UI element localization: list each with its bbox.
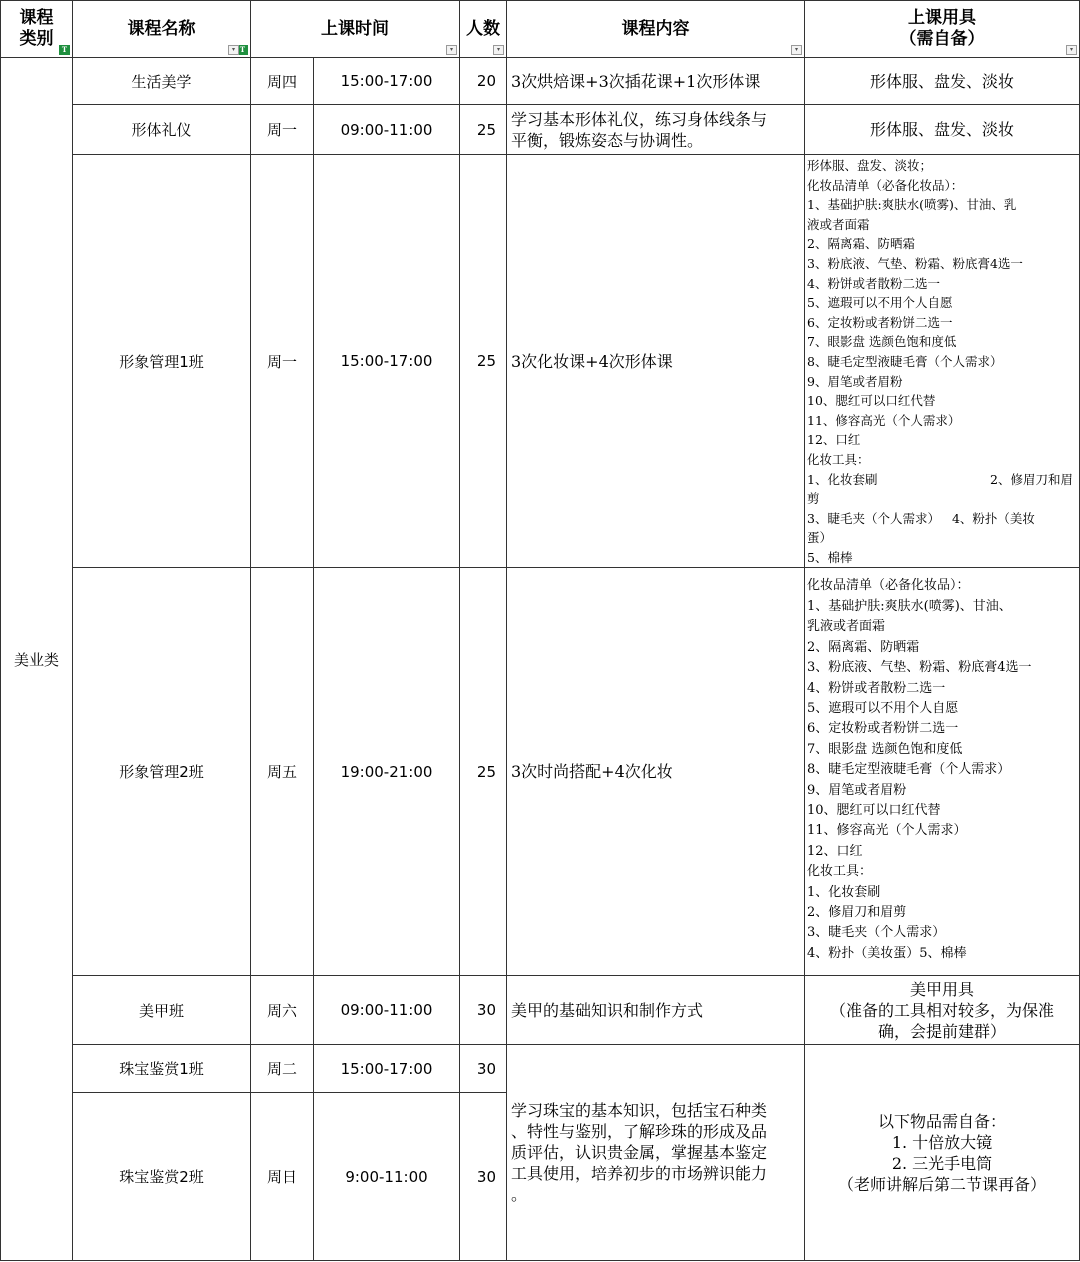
content-line: 。	[511, 1185, 528, 1205]
count-cell[interactable]: 30	[460, 1093, 507, 1261]
supplies-line: 4、粉饼或者散粉二选一	[807, 275, 940, 291]
content-line: 平衡，锻炼姿态与协调性。	[511, 130, 704, 150]
header-category[interactable]	[1, 1, 73, 58]
supplies-line: 形体服、盘发、淡妆；	[807, 158, 933, 173]
weekday-cell[interactable]: 周五	[251, 568, 314, 976]
supplies-line: 化妆工具：	[807, 451, 870, 467]
table-row	[1, 155, 1080, 568]
supplies-line: 5、遮瑕可以不用个人自愿	[807, 295, 953, 311]
table-row	[1, 58, 1080, 105]
table-row	[1, 976, 1080, 1045]
supplies-line: 6、定妆粉或者粉饼二选一	[807, 314, 953, 330]
header-supplies-line2: （需自备）	[899, 29, 985, 49]
header-category-line2: 类别	[19, 29, 54, 49]
header-name-label: 课程名称	[127, 18, 196, 39]
course-name-cell[interactable]: 形象管理2班	[73, 568, 251, 976]
table-row	[1, 1045, 1080, 1093]
filter-dropdown-icon[interactable]: ▾	[791, 45, 802, 55]
header-count[interactable]	[460, 1, 507, 58]
supplies-item: 1、化妆套刷	[807, 471, 878, 487]
count-cell[interactable]: 25	[460, 105, 507, 155]
filter-dropdown-icon[interactable]: ▾	[446, 45, 457, 55]
supplies-line: 美甲用具	[909, 979, 974, 999]
content-cell[interactable]: 美甲的基础知识和制作方式	[507, 976, 805, 1045]
filter-active-icon[interactable]: T	[237, 45, 248, 55]
weekday-cell[interactable]: 周一	[251, 105, 314, 155]
supplies-line: 化妆品清单（必备化妆品）：	[807, 578, 970, 594]
table-row	[1, 568, 1080, 976]
weekday-cell[interactable]: 周四	[251, 58, 314, 105]
supplies-line: 3、粉底液、气垫、粉霜、粉底膏4选一	[807, 660, 1032, 676]
count-cell[interactable]: 25	[460, 155, 507, 568]
supplies-cell[interactable]	[805, 568, 1080, 976]
time-cell[interactable]: 15:00-17:00	[314, 1045, 460, 1093]
header-category-line1: 课程	[19, 8, 54, 28]
supplies-line: 9、眉笔或者眉粉	[807, 782, 907, 798]
supplies-line: 5、遮瑕可以不用个人自愿	[807, 700, 959, 716]
course-name-cell[interactable]: 形象管理1班	[73, 155, 251, 568]
supplies-line: 10、腮红可以口红代替	[807, 802, 941, 818]
supplies-line: 2、隔离霜、防晒霜	[807, 639, 920, 655]
content-line: 学习基本形体礼仪，练习身体线条与	[511, 109, 768, 129]
count-cell[interactable]: 30	[460, 976, 507, 1045]
supplies-line: 11、修容高光（个人需求）	[807, 823, 967, 839]
content-line: 、特性与鉴别，了解珍珠的形成及品	[511, 1122, 768, 1142]
weekday-cell[interactable]: 周一	[251, 155, 314, 568]
supplies-line: 1、化妆套刷	[807, 884, 881, 900]
supplies-line: 化妆工具：	[807, 864, 873, 880]
count-cell[interactable]: 20	[460, 58, 507, 105]
supplies-cell[interactable]: 形体服、盘发、淡妆	[805, 105, 1080, 155]
header-supplies[interactable]	[805, 1, 1080, 58]
supplies-line: 7、眼影盘 选颜色饱和度低	[807, 334, 957, 350]
header-time-label: 上课时间	[321, 18, 389, 39]
supplies-line: 1. 十倍放大镜	[891, 1132, 993, 1152]
supplies-line: 乳液或者面霜	[807, 619, 886, 635]
supplies-line: 化妆品清单（必备化妆品）：	[807, 177, 964, 193]
header-count-label: 人数	[466, 18, 500, 39]
time-cell[interactable]: 09:00-11:00	[314, 976, 460, 1045]
supplies-line: 2、隔离霜、防晒霜	[807, 236, 915, 252]
filter-dropdown-icon[interactable]: ▾	[228, 45, 239, 55]
content-cell[interactable]	[507, 105, 805, 155]
supplies-line	[807, 470, 1077, 490]
supplies-line: 2. 三光手电筒	[891, 1153, 993, 1173]
supplies-line: 确，会提前建群）	[877, 1021, 1006, 1041]
header-time[interactable]	[231, 1, 460, 58]
supplies-line: 6、定妆粉或者粉饼二选一	[807, 721, 959, 737]
supplies-item: 2、修眉刀和眉	[990, 471, 1073, 487]
supplies-line	[807, 509, 1077, 529]
supplies-line: （准备的工具相对较多，为保准	[829, 1000, 1054, 1020]
supplies-line: 9、眉笔或者眉粉	[807, 373, 903, 389]
category-cell[interactable]: 美业类	[1, 58, 73, 1261]
supplies-line: （老师讲解后第二节课再备）	[837, 1174, 1046, 1194]
supplies-line: 12、口红	[807, 432, 861, 448]
course-name-cell[interactable]: 珠宝鉴赏1班	[73, 1045, 251, 1093]
supplies-line: 3、睫毛夹（个人需求）	[807, 925, 946, 941]
content-cell[interactable]: 3次烘焙课+3次插花课+1次形体课	[507, 58, 805, 105]
count-cell[interactable]: 30	[460, 1045, 507, 1093]
course-name-cell[interactable]: 美甲班	[73, 976, 251, 1045]
supplies-line: 12、口红	[807, 843, 863, 859]
header-row	[1, 1, 1080, 58]
supplies-line: 1、基础护肤:爽肤水(喷雾)、甘油、乳	[807, 197, 1017, 213]
supplies-line: 8、睫毛定型液睫毛膏（个人需求）	[807, 762, 1011, 778]
content-cell[interactable]	[507, 1045, 805, 1261]
weekday-cell[interactable]: 周六	[251, 976, 314, 1045]
supplies-line: 4、粉饼或者散粉二选一	[807, 680, 946, 696]
header-content-label: 课程内容	[621, 18, 690, 39]
supplies-line: 2、修眉刀和眉剪	[807, 904, 907, 920]
time-cell[interactable]: 19:00-21:00	[314, 568, 460, 976]
supplies-line: 3、粉底液、气垫、粉霜、粉底膏4选一	[807, 255, 1023, 271]
supplies-line: 5、棉棒	[807, 549, 853, 565]
supplies-cell[interactable]	[805, 155, 1080, 568]
supplies-line: 11、修容高光（个人需求）	[807, 412, 961, 428]
content-cell[interactable]: 3次时尚搭配+4次化妆	[507, 568, 805, 976]
filter-dropdown-icon[interactable]: ▾	[493, 45, 504, 55]
filter-active-icon[interactable]: T	[59, 45, 70, 55]
supplies-line: 7、眼影盘 选颜色饱和度低	[807, 741, 963, 757]
content-line: 工具使用，培养初步的市场辨识能力	[511, 1164, 768, 1184]
supplies-line: 4、粉扑（美妆蛋）5、棉棒	[807, 945, 967, 961]
filter-dropdown-icon[interactable]: ▾	[1066, 45, 1077, 55]
header-supplies-line1: 上课用具	[908, 8, 976, 28]
supplies-line: 剪	[807, 491, 820, 507]
weekday-cell[interactable]: 周二	[251, 1045, 314, 1093]
content-line: 质评估，认识贵金属，掌握基本鉴定	[511, 1143, 768, 1163]
supplies-item: 4、粉扑（美妆	[951, 510, 1035, 526]
supplies-line: 以下物品需自备：	[877, 1111, 1006, 1131]
supplies-line: 1、基础护肤:爽肤水(喷雾)、甘油、	[807, 598, 1012, 614]
time-cell[interactable]: 09:00-11:00	[314, 105, 460, 155]
supplies-cell[interactable]: 形体服、盘发、淡妆	[805, 58, 1080, 105]
course-name-cell[interactable]: 珠宝鉴赏2班	[73, 1093, 251, 1261]
content-cell[interactable]: 3次化妆课+4次形体课	[507, 155, 805, 568]
supplies-line: 蛋）	[807, 530, 833, 546]
supplies-line: 8、睫毛定型液睫毛膏（个人需求）	[807, 353, 1003, 369]
time-cell[interactable]: 15:00-17:00	[314, 58, 460, 105]
content-line: 学习珠宝的基本知识，包括宝石种类	[511, 1101, 768, 1121]
supplies-cell[interactable]	[805, 1045, 1080, 1261]
weekday-cell[interactable]: 周日	[251, 1093, 314, 1261]
header-content[interactable]	[507, 1, 805, 58]
count-cell[interactable]: 25	[460, 568, 507, 976]
table-row	[1, 105, 1080, 155]
course-name-cell[interactable]: 生活美学	[73, 58, 251, 105]
course-name-cell[interactable]: 形体礼仪	[73, 105, 251, 155]
supplies-line: 液或者面霜	[807, 216, 870, 232]
time-cell[interactable]: 9:00-11:00	[314, 1093, 460, 1261]
supplies-cell[interactable]	[805, 976, 1080, 1045]
supplies-item: 3、睫毛夹（个人需求）	[807, 510, 940, 526]
header-name[interactable]	[73, 1, 251, 58]
supplies-line: 10、腮红可以口红代替	[807, 393, 936, 409]
time-cell[interactable]: 15:00-17:00	[314, 155, 460, 568]
